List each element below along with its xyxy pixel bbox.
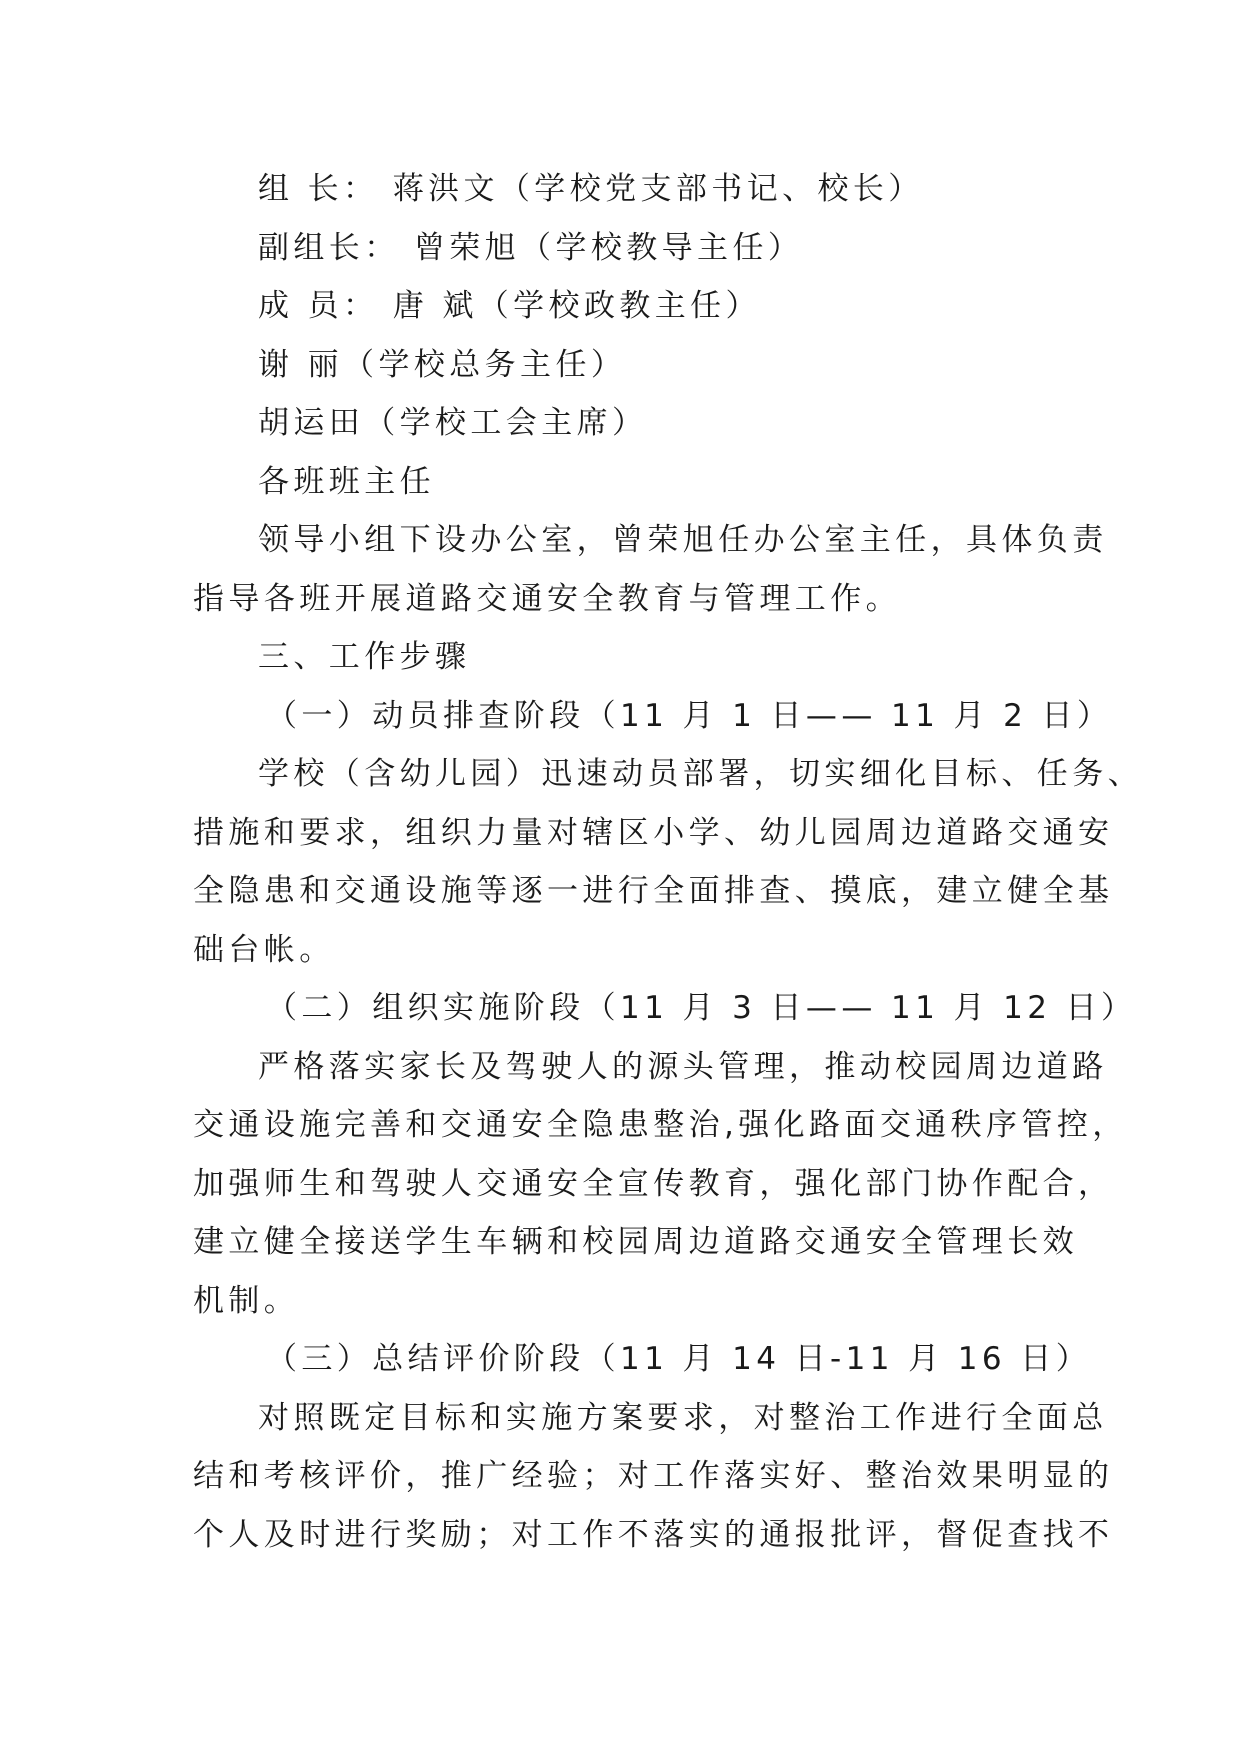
text-line: 指导各班开展道路交通安全教育与管理工作。 (193, 580, 901, 617)
text-line: 交通设施完善和交通安全隐患整治,强化路面交通秩序管控， (193, 1107, 1128, 1143)
text-line: 谢 丽（学校总务主任） (258, 346, 627, 383)
subsection-heading: （三）总结评价阶段（11 月 14 日-11 月 16 日） (266, 1341, 1092, 1377)
text-line: 副组长： 曾荣旭（学校教导主任） (258, 229, 804, 266)
text-line: 领导小组下设办公室，曾荣旭任办公室主任，具体负责 (258, 522, 1108, 558)
text-line: 措施和要求，组织力量对辖区小学、幼儿园周边道路交通安 (193, 814, 1114, 851)
text-line: 各班班主任 (258, 463, 435, 500)
subsection-heading: （一）动员排查阶段（11 月 1 日—— 11 月 2 日） (266, 697, 1113, 734)
text-line: 胡运田（学校工会主席） (258, 405, 648, 441)
text-line: 加强师生和驾驶人交通安全宣传教育，强化部门协作配合， (193, 1165, 1114, 1202)
text-line: 学校（含幼儿园）迅速动员部署，切实细化目标、任务、 (258, 756, 1143, 792)
text-line: 个人及时进行奖励；对工作不落实的通报批评，督促查找不 (193, 1516, 1114, 1553)
text-line: 全隐患和交通设施等逐一进行全面排查、摸底，建立健全基 (193, 873, 1114, 909)
text-line: 建立健全接送学生车辆和校园周边道路交通安全管理长效 (193, 1224, 1078, 1260)
text-line: 结和考核评价，推广经验；对工作落实好、整治效果明显的 (193, 1458, 1114, 1494)
text-line: 成 员： 唐 斌（学校政教主任） (258, 288, 761, 324)
text-line: 对照既定目标和实施方案要求，对整治工作进行全面总 (258, 1399, 1108, 1436)
text-line: 组 长： 蒋洪文（学校党支部书记、校长） (258, 171, 924, 207)
text-line: 机制。 (193, 1282, 300, 1319)
text-line: 础台帐。 (193, 931, 335, 968)
subsection-heading: （二）组织实施阶段（11 月 3 日—— 11 月 12 日） (266, 990, 1137, 1026)
text-line: 严格落实家长及驾驶人的源头管理，推动校园周边道路 (258, 1048, 1108, 1085)
section-heading: 三、工作步骤 (258, 639, 471, 675)
document-body (193, 160, 1143, 1564)
